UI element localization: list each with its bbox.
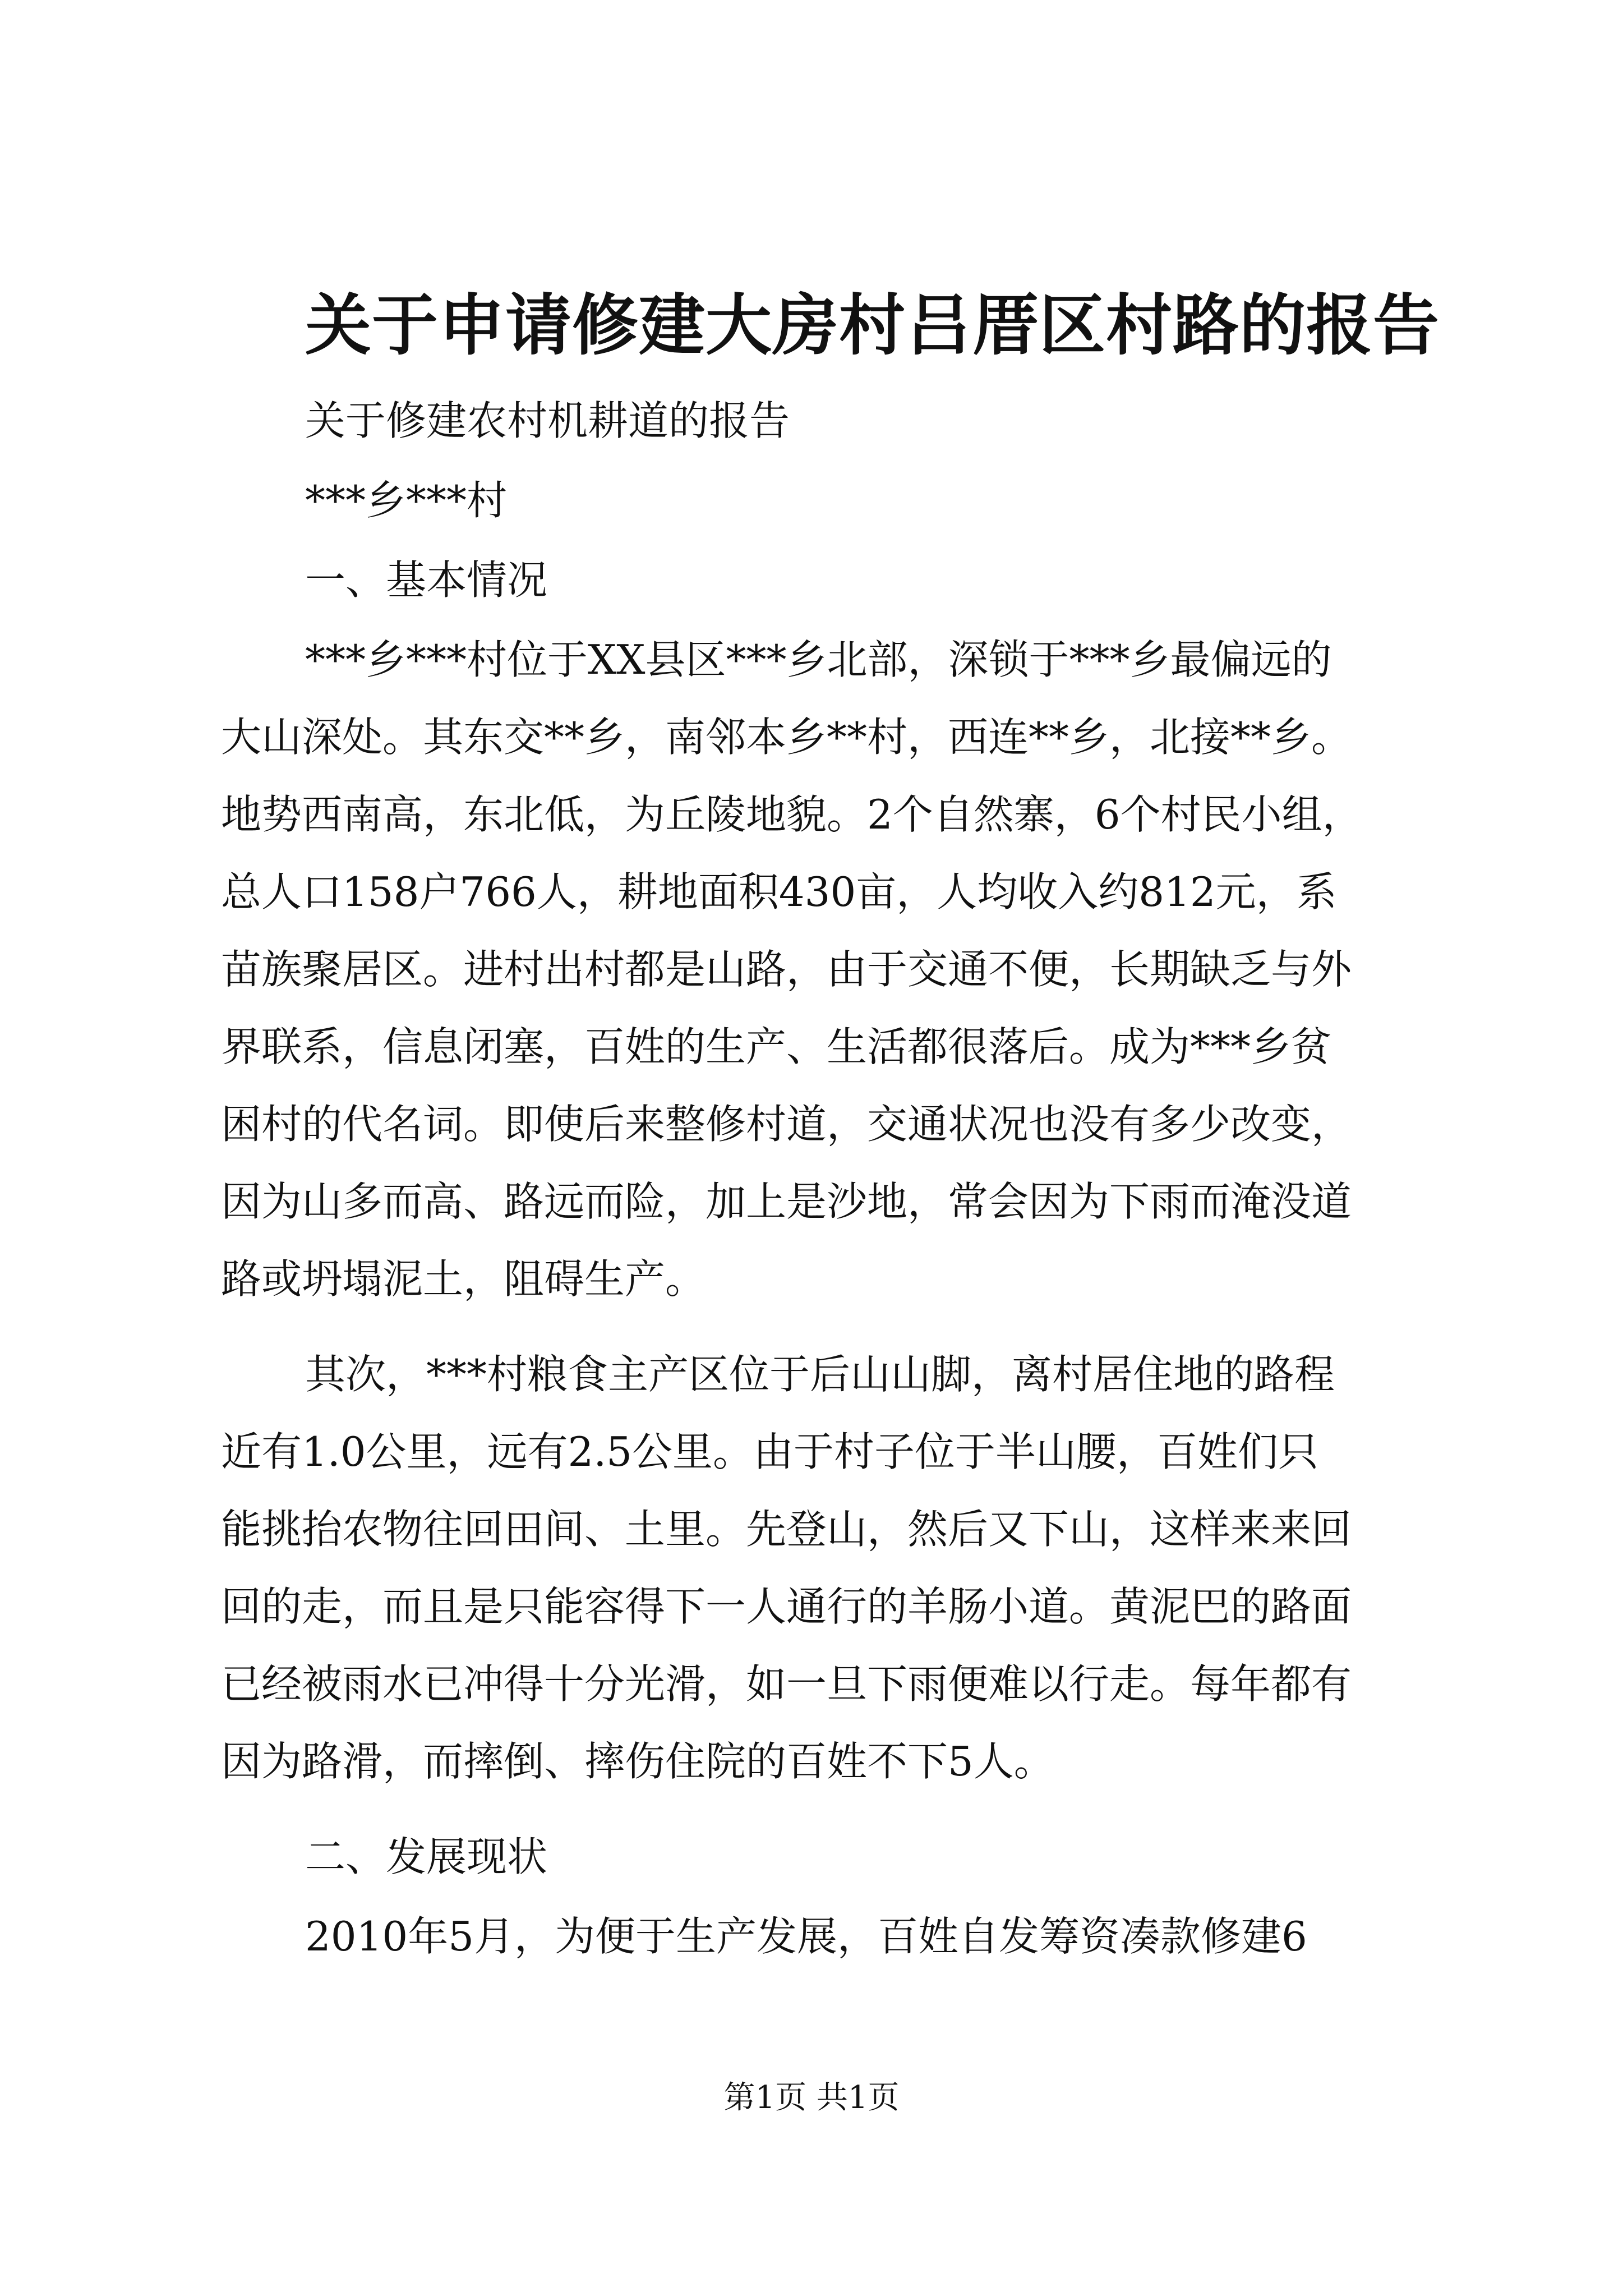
paragraph-line: 能挑抬农物往回田间、土里。先登山，然后又下山，这样来来回 bbox=[221, 1506, 1352, 1553]
paragraph-line: 回的走，而且是只能容得下一人通行的羊肠小道。黄泥巴的路面 bbox=[221, 1583, 1352, 1630]
paragraph-line: 大山深处。其东交**乡，南邻本乡**村，西连**乡，北接**乡。 bbox=[221, 714, 1352, 761]
paragraph-line: 近有1.0公里，远有2.5公里。由于村子位于半山腰，百姓们只 bbox=[221, 1428, 1319, 1475]
page-footer: 第1页 共1页 bbox=[723, 2079, 900, 2116]
paragraph-line: 困村的代名词。即使后来整修村道，交通状况也没有多少改变， bbox=[221, 1101, 1352, 1148]
section-heading-basic: 一、基本情况 bbox=[305, 556, 548, 604]
paragraph-line: 地势西南高，东北低，为丘陵地貌。2个自然寨，6个村民小组， bbox=[221, 791, 1363, 838]
paragraph-line: 已经被雨水已冲得十分光滑，如一旦下雨便难以行走。每年都有 bbox=[221, 1660, 1352, 1708]
document-title: 关于申请修建大房村吕厝区村路的报告 bbox=[305, 286, 1440, 364]
village-name: ***乡***村 bbox=[305, 477, 508, 524]
paragraph-line: 因为路滑，而摔倒、摔伤住院的百姓不下5人。 bbox=[221, 1738, 1054, 1785]
paragraph-line: 因为山多而高、路远而险，加上是沙地，常会因为下雨而淹没道 bbox=[221, 1178, 1352, 1225]
paragraph-line: ***乡***村位于XX县区***乡北部，深锁于***乡最偏远的 bbox=[305, 636, 1332, 683]
paragraph-line: 界联系，信息闭塞，百姓的生产、生活都很落后。成为***乡贫 bbox=[221, 1023, 1332, 1070]
paragraph-line: 总人口158户766人，耕地面积430亩，人均收入约812元，系 bbox=[221, 868, 1337, 915]
paragraph-line: 苗族聚居区。进村出村都是山路，由于交通不便，长期缺乏与外 bbox=[221, 946, 1352, 993]
section-heading-development: 二、发展现状 bbox=[305, 1833, 548, 1880]
paragraph-line: 路或坍塌泥土，阻碍生产。 bbox=[221, 1255, 706, 1303]
paragraph-line: 其次，***村粮食主产区位于后山山脚，离村居住地的路程 bbox=[305, 1351, 1335, 1398]
paragraph-line: 2010年5月，为便于生产发展，百姓自发筹资凑款修建6 bbox=[305, 1913, 1307, 1960]
document-subtitle: 关于修建农村机耕道的报告 bbox=[305, 397, 790, 444]
